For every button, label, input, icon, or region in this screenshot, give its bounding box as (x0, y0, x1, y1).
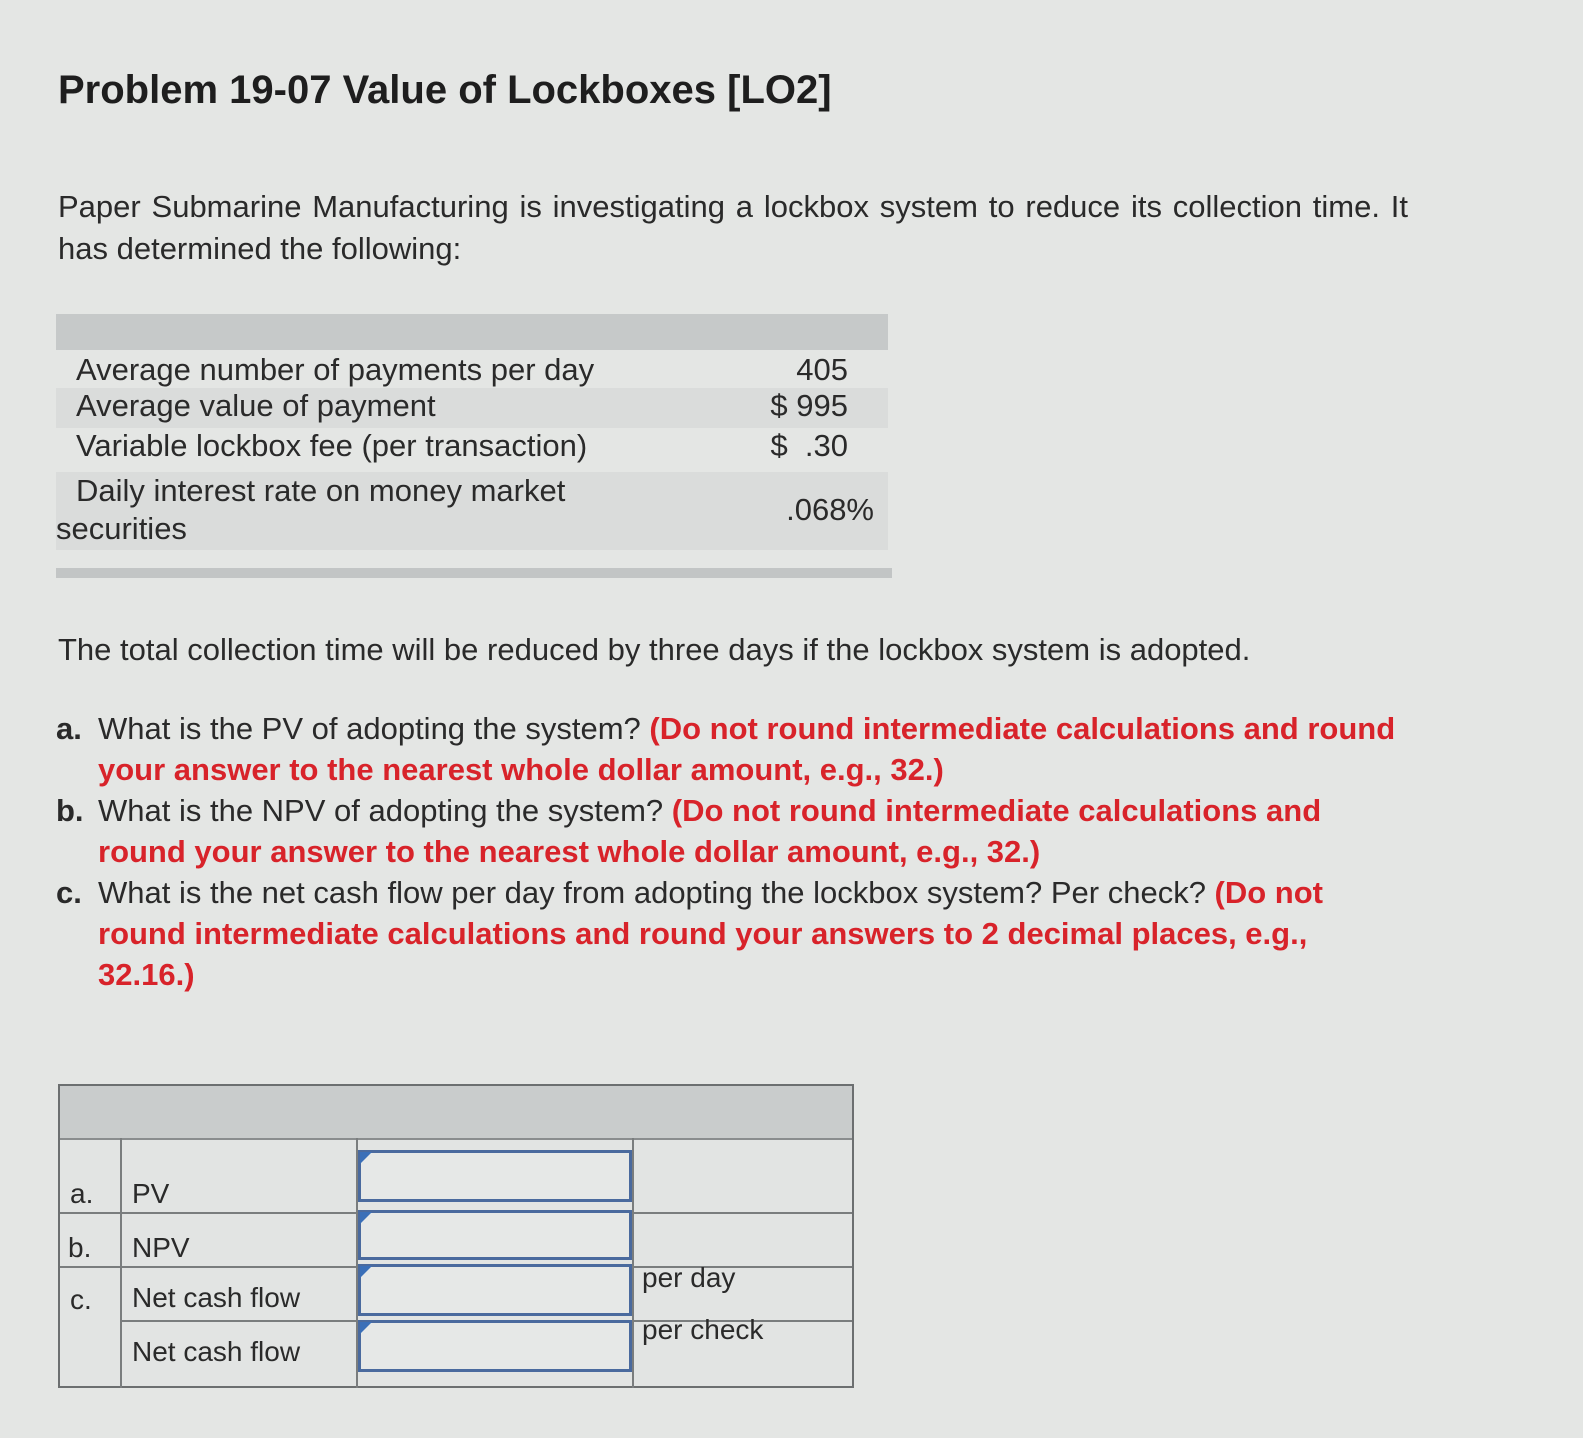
problem-statement: The total collection time will be reduced by three days if the lockbox system is adopted. (58, 632, 1251, 667)
question-text: What is the net cash flow per day from adopting the lockbox system? Per check? (98, 875, 1215, 910)
row-label: Average number of payments per day (76, 352, 595, 387)
row-value: $ .30 (770, 428, 848, 463)
row-value: $ 995 (770, 388, 848, 423)
question-instruction: (Do not round intermediate calculations and round your answer to the nearest whole dollar amount, e.g., 32.) (98, 793, 1322, 869)
row-value: .068% (786, 492, 874, 527)
table-row (56, 388, 888, 428)
net-cash-flow-per-check-input[interactable] (361, 1323, 629, 1369)
grid-line (120, 1138, 122, 1388)
question-c (56, 872, 1406, 995)
row-label: Net cash flow (132, 1282, 301, 1313)
page-title: Problem 19-07 Value of Lockboxes [LO2] (58, 68, 832, 112)
row-value: 405 (796, 352, 848, 387)
grid-line (632, 1138, 634, 1388)
question-letter: a. (56, 711, 82, 746)
pv-input-box (358, 1150, 632, 1202)
table-row (56, 352, 888, 390)
intro-paragraph: Paper Submarine Manufacturing is investigating a lockbox system to reduce its collection time. It has determined the following: (58, 189, 1408, 266)
pv-input[interactable] (361, 1153, 629, 1199)
net-cash-flow-per-check-input-box (358, 1320, 632, 1372)
table-header (56, 314, 888, 350)
question-list (56, 708, 1406, 995)
question-instruction: (Do not round intermediate calculations and round your answer to the nearest whole dollar amount, e.g., 32.) (98, 711, 1396, 787)
answer-table (58, 1084, 854, 1388)
table-divider (56, 568, 892, 578)
row-label: NPV (132, 1232, 190, 1263)
table-row (56, 428, 888, 472)
row-label: Average value of payment (76, 388, 436, 423)
unit-label: per check (642, 1314, 764, 1345)
answer-table-header (60, 1086, 852, 1140)
net-cash-flow-per-day-input-box (358, 1264, 632, 1316)
given-data-table (56, 314, 888, 550)
row-label: Variable lockbox fee (per transaction) (76, 428, 588, 463)
npv-input-box (358, 1210, 632, 1260)
question-letter: c. (56, 875, 82, 910)
row-letter: b. (68, 1232, 92, 1263)
question-text: What is the PV of adopting the system? (98, 711, 650, 746)
question-a (56, 708, 1406, 790)
npv-input[interactable] (361, 1213, 629, 1257)
row-label: Daily interest rate on money market securities (56, 473, 566, 546)
table-row (56, 472, 888, 550)
net-cash-flow-per-day-input[interactable] (361, 1267, 629, 1313)
row-label: Net cash flow (132, 1336, 301, 1367)
question-text: What is the NPV of adopting the system? (98, 793, 672, 828)
row-letter: c. (70, 1284, 92, 1315)
row-letter: a. (70, 1178, 94, 1209)
row-label: PV (132, 1178, 170, 1209)
unit-label: per day (642, 1262, 736, 1293)
question-letter: b. (56, 793, 84, 828)
question-instruction: (Do not round intermediate calculations and round your answers to 2 decimal places, e.g., 32.16.) (98, 875, 1324, 992)
question-b (56, 790, 1406, 872)
